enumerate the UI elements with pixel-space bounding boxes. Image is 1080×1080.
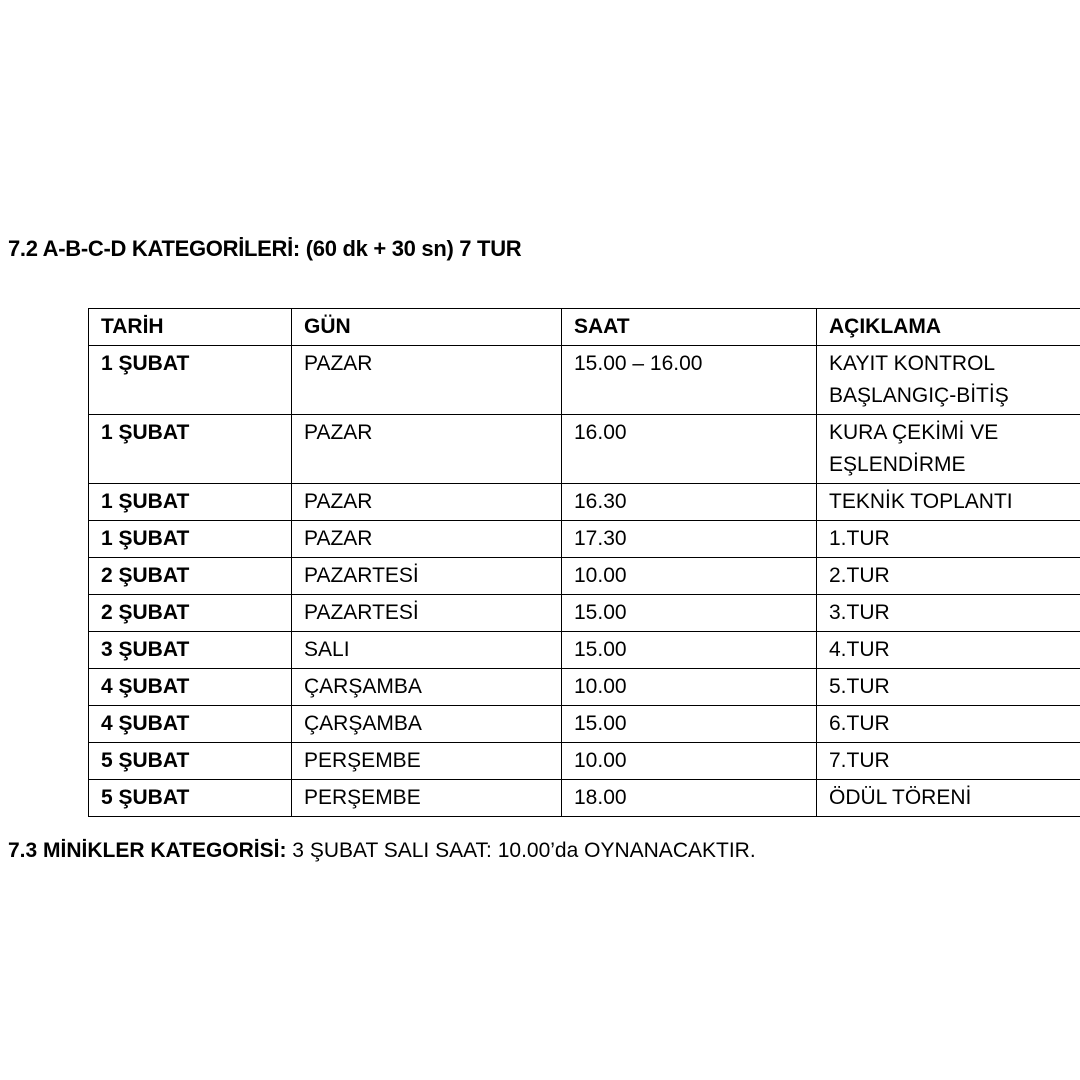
cell-description: 7.TUR	[817, 743, 1080, 780]
cell-description: KURA ÇEKİMİ VE EŞLENDİRME	[817, 415, 1080, 484]
cell-time: 15.00	[562, 632, 817, 669]
column-header-description: AÇIKLAMA	[817, 309, 1080, 346]
cell-day: PAZAR	[292, 415, 562, 484]
cell-time: 17.30	[562, 521, 817, 558]
cell-date: 1 ŞUBAT	[89, 415, 292, 484]
cell-day: PAZAR	[292, 521, 562, 558]
cell-day: PAZAR	[292, 346, 562, 415]
cell-description: 4.TUR	[817, 632, 1080, 669]
table-row	[89, 521, 1080, 558]
cell-date: 1 ŞUBAT	[89, 346, 292, 415]
column-header-time: SAAT	[562, 309, 817, 346]
table-row	[89, 558, 1080, 595]
cell-description: ÖDÜL TÖRENİ	[817, 780, 1080, 817]
cell-description: KAYIT KONTROL BAŞLANGIÇ-BİTİŞ	[817, 346, 1080, 415]
cell-date: 3 ŞUBAT	[89, 632, 292, 669]
cell-day: ÇARŞAMBA	[292, 669, 562, 706]
cell-time: 15.00 – 16.00	[562, 346, 817, 415]
cell-date: 1 ŞUBAT	[89, 484, 292, 521]
cell-day: PAZARTESİ	[292, 558, 562, 595]
table-row	[89, 484, 1080, 521]
table-row	[89, 415, 1080, 484]
cell-day: SALI	[292, 632, 562, 669]
section-7-3-note	[8, 839, 756, 863]
cell-date: 2 ŞUBAT	[89, 595, 292, 632]
cell-date: 5 ŞUBAT	[89, 743, 292, 780]
cell-day: PERŞEMBE	[292, 780, 562, 817]
cell-description: TEKNİK TOPLANTI	[817, 484, 1080, 521]
table-row	[89, 743, 1080, 780]
section-7-3-text: 3 ŞUBAT SALI SAAT: 10.00’da OYNANACAKTIR.	[286, 839, 756, 862]
table-row	[89, 706, 1080, 743]
section-7-2-heading: 7.2 A-B-C-D KATEGORİLERİ: (60 dk + 30 sn) 7 TUR	[8, 236, 522, 261]
cell-day: PAZAR	[292, 484, 562, 521]
schedule-table	[88, 308, 1080, 817]
table-header-row	[89, 309, 1080, 346]
cell-description: 6.TUR	[817, 706, 1080, 743]
section-7-3-label: 7.3 MİNİKLER KATEGORİSİ:	[8, 839, 287, 862]
cell-date: 4 ŞUBAT	[89, 706, 292, 743]
cell-time: 15.00	[562, 706, 817, 743]
cell-description: 2.TUR	[817, 558, 1080, 595]
cell-date: 1 ŞUBAT	[89, 521, 292, 558]
table-row	[89, 780, 1080, 817]
cell-time: 10.00	[562, 669, 817, 706]
cell-time: 16.00	[562, 415, 817, 484]
cell-time: 15.00	[562, 595, 817, 632]
cell-time: 10.00	[562, 558, 817, 595]
cell-time: 10.00	[562, 743, 817, 780]
table-row	[89, 669, 1080, 706]
cell-date: 5 ŞUBAT	[89, 780, 292, 817]
cell-time: 18.00	[562, 780, 817, 817]
cell-day: PAZARTESİ	[292, 595, 562, 632]
cell-description: 1.TUR	[817, 521, 1080, 558]
table-row	[89, 595, 1080, 632]
cell-date: 2 ŞUBAT	[89, 558, 292, 595]
cell-description: 3.TUR	[817, 595, 1080, 632]
cell-date: 4 ŞUBAT	[89, 669, 292, 706]
cell-description: 5.TUR	[817, 669, 1080, 706]
cell-time: 16.30	[562, 484, 817, 521]
cell-day: ÇARŞAMBA	[292, 706, 562, 743]
table-row	[89, 632, 1080, 669]
column-header-date: TARİH	[89, 309, 292, 346]
cell-day: PERŞEMBE	[292, 743, 562, 780]
column-header-day: GÜN	[292, 309, 562, 346]
table-row	[89, 346, 1080, 415]
